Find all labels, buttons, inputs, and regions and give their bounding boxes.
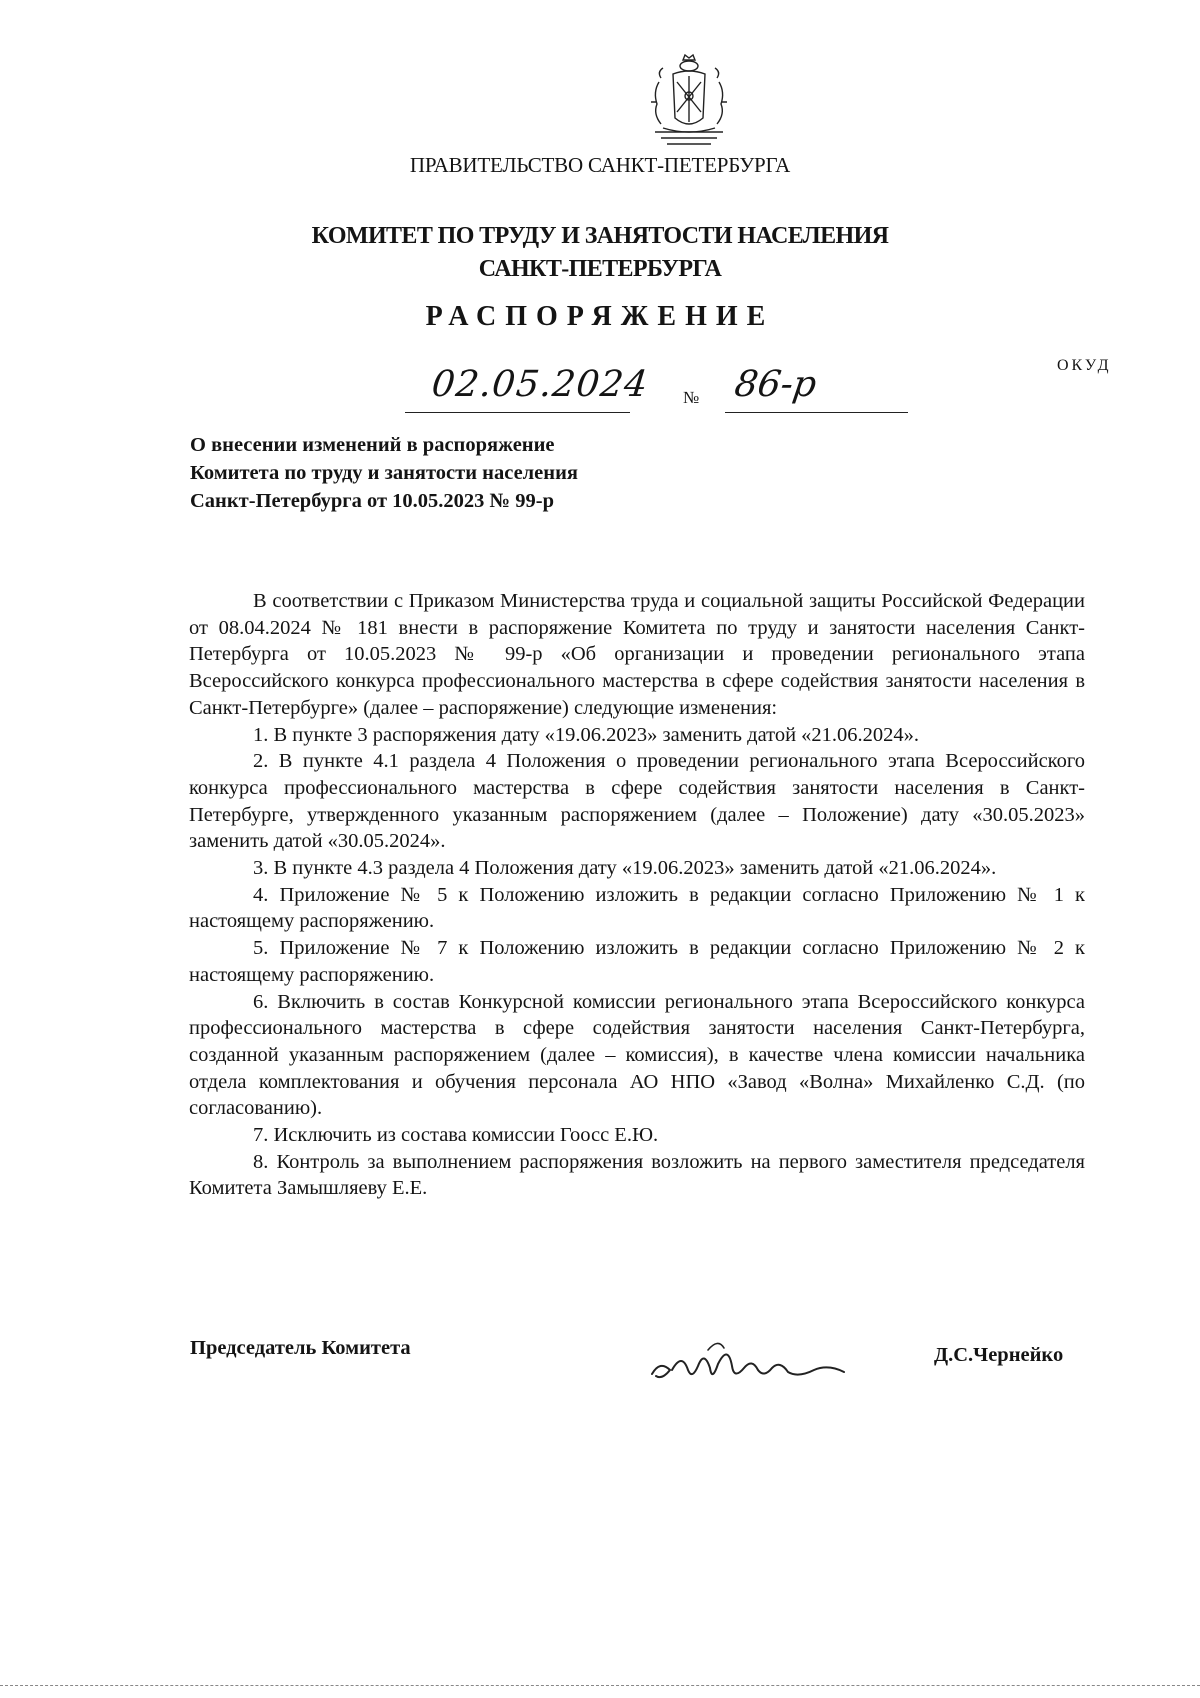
subject-line-1: О внесении изменений в распоряжение [190,434,555,456]
order-subject [190,431,790,515]
order-number: 86-р [732,364,819,405]
signatory-position: Председатель Комитета [190,1337,411,1359]
order-item-7: 7. Исключить из состава комиссии Гоосс Е.Ю. [253,1124,659,1147]
order-date: 02.05.2024 [429,364,651,405]
coat-of-arms-icon [647,52,731,148]
order-item-1: 1. В пункте 3 распоряжения дату «19.06.2023» заменить датой «21.06.2024». [253,723,920,746]
committee-line-2: САНКТ-ПЕТЕРБУРГА [478,256,722,282]
number-underline [725,412,908,413]
order-item-4: 4. Приложение № 5 к Положению изложить в редакции согласно Приложению № 1 к настоящему распоряжению. [189,883,1085,933]
number-sign: № [683,388,700,407]
date-underline [405,412,630,413]
order-item-2: 2. В пункте 4.1 раздела 4 Положения о проведении регионального этапа Всероссийского конкурса профессионального мастерства в сфере содействия занятости населения в Санкт-Петербурге, утвержденного указанным распоряжением (далее – Положение) дату «30.05.2023» заменить датой «30.05.2024». [189,750,1085,853]
subject-line-3: Санкт-Петербурга от 10.05.2023 № 99-р [190,490,554,512]
order-body [189,588,1085,1202]
okud-label: ОКУД [1057,357,1112,374]
order-item-5: 5. Приложение № 7 к Положению изложить в редакции согласно Приложению № 2 к настоящему распоряжению. [189,937,1085,986]
handwritten-signature [648,1330,878,1390]
subject-line-2: Комитета по труду и занятости населения [190,462,578,484]
committee-line-1: КОМИТЕТ ПО ТРУДУ И ЗАНЯТОСТИ НАСЕЛЕНИЯ [311,223,889,249]
order-item-8: 8. Контроль за выполнением распоряжения возложить на первого заместителя председателя Комитета Замышляеву Е.Е. [189,1150,1085,1200]
scan-edge-line [0,1685,1200,1686]
signatory-name: Д.С.Чернейко [934,1344,1064,1366]
order-item-6: 6. Включить в состав Конкурсной комиссии регионального этапа Всероссийского конкурса профессионального мастерства в сфере содействия занятости населения Санкт-Петербурга, созданной указанным распоряжением (далее – комиссия), в качестве члена комиссии начальника отдела комплектования и обучения персонала АО НПО «Завод «Волна» Михайленко С.Д. (по согласованию). [189,990,1085,1120]
preamble-paragraph: В соответствии с Приказом Министерства труда и социальной защиты Российской Федерации от 08.04.2024 № 181 внести в распоряжение Комитета по труду и занятости населения Санкт-Петербурга от 10.05.2023 № 99-р «Об организации и проведении регионального этапа Всероссийского конкурса профессионального мастерства в сфере содействия занятости населения в Санкт-Петербурге» (далее – распоряжение) следующие изменения: [189,590,1085,719]
order-item-3: 3. В пункте 4.3 раздела 4 Положения дату «19.06.2023» заменить датой «21.06.2024». [253,857,997,880]
committee-name [0,220,1200,286]
document-type: РАСПОРЯЖЕНИЕ [425,301,775,332]
government-name: ПРАВИТЕЛЬСТВО САНКТ-ПЕТЕРБУРГА [409,153,791,177]
